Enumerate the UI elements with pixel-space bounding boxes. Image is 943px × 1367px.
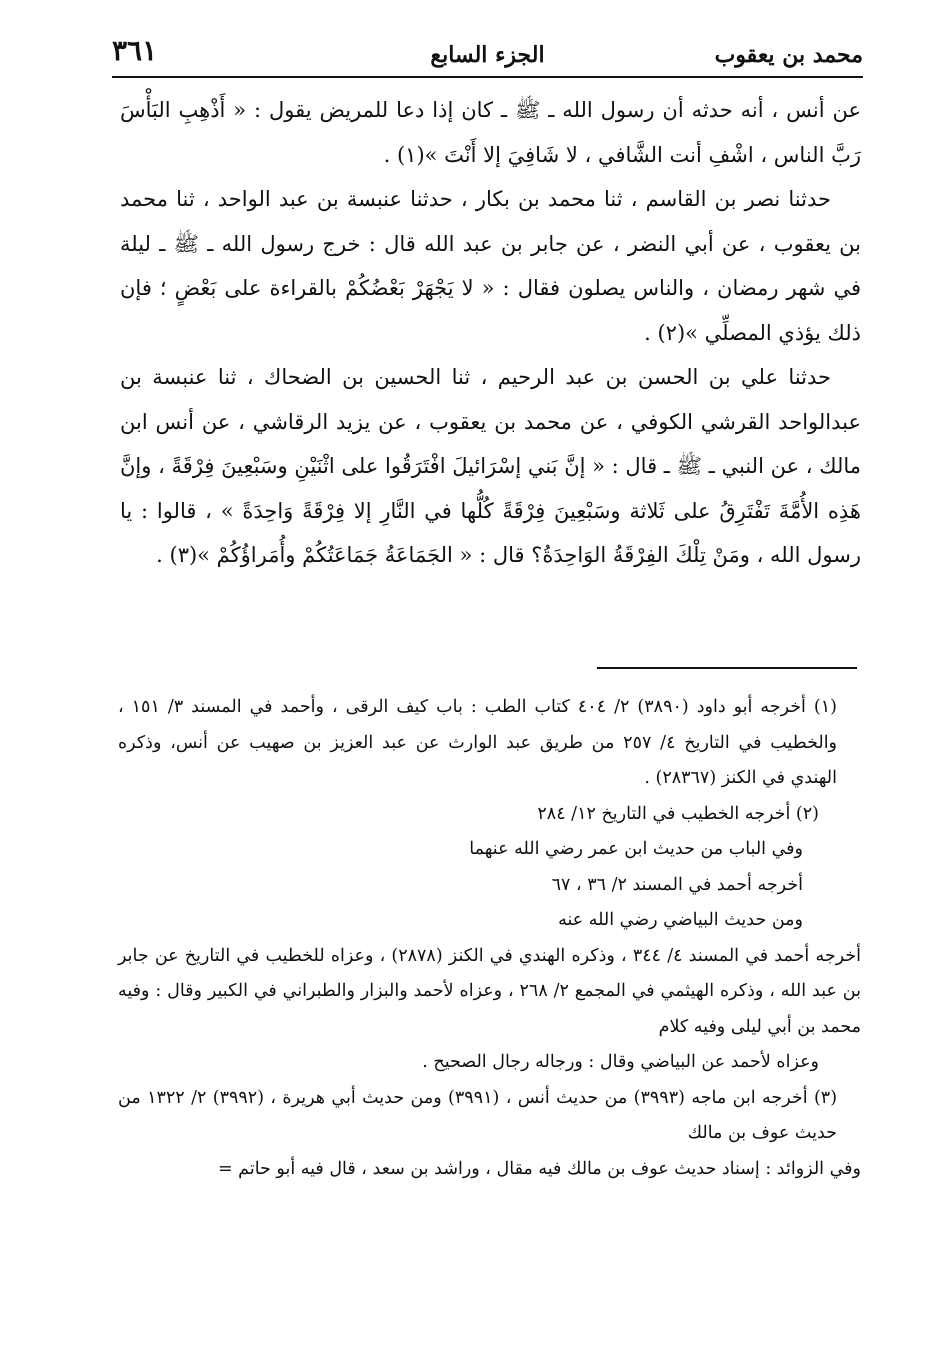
footnote-2-note: وعزاه لأحمد عن البياضي وقال : ورجاله رجال الصحيح .	[422, 1052, 819, 1072]
footnote-2-line: ومن حديث البياضي رضي الله عنه	[558, 910, 803, 930]
main-text	[120, 88, 861, 578]
hadith-paragraph-3: حدثنا علي بن الحسن بن عبد الرحيم ، ثنا الحسين بن الضحاك ، ثنا عنبسة بن عبدالواحد القرشي الكوفي ، عن محمد بن يعقوب ، عن يزيد الرقاشي ، عن أنس ابن مالك ، عن النبي ـ ﷺ ـ قال : « إنَّ بَني إسْرَائيلَ افْتَرَقُوا على اثْنَيْنِ وسَبْعِينَ فِرْقَةً ، وإنَّ هَذِه الأُمَّةَ تَفْتَرِقُ على ثَلاثة وسَبْعِينَ فِرْقَةً كُلُّها في النَّارِ إلا فِرْقَةً وَاحِدَةً » ، قالوا : يا رسول الله ، ومَنْ تِلْكَ الفِرْقَةُ الوَاحِدَةُ؟ قال : « الجَمَاعَةُ جَمَاعَتُكُمْ وأُمَراؤُكُمْ »(٣) .	[120, 365, 861, 567]
footnote-1: (١) أخرجه أبو داود (٣٨٩٠) ٢/ ٤٠٤ كتاب الطب : باب كيف الرقى ، وأحمد في المسند ٣/ ١٥١ ، والخطيب في التاريخ ٤/ ٢٥٧ من طريق عبد الوارث عن عبد العزيز بن صهيب عن أنس، وذكره الهندي في الكنز (٢٨٣٦٧) .	[118, 697, 838, 788]
footnote-2-line: أخرجه أحمد في المسند ٢/ ٣٦ ، ٦٧	[551, 874, 803, 895]
footnote-2-line: وفي الباب من حديث ابن عمر رضي الله عنهما	[469, 839, 803, 859]
page-number: ٣٦١	[112, 34, 158, 67]
footnote-2-source: (٢) أخرجه الخطيب في التاريخ ١٢/ ٢٨٤	[537, 803, 819, 824]
hadith-paragraph-1: عن أنس ، أنه حدثه أن رسول الله ـ ﷺ ـ كان إذا دعا للمريض يقول : « أَذْهِبِ البَأْسَ رَبَّ الناس ، اشْفِ أنت الشَّافي ، لا شَافِيَ إلا أَنْتَ »(١) .	[120, 98, 861, 167]
running-head-title: محمد بن يعقوب	[714, 42, 863, 68]
hadith-paragraph-2: حدثنا نصر بن القاسم ، ثنا محمد بن بكار ، حدثنا عنبسة بن عبد الواحد ، ثنا محمد بن يعقوب ، عن أبي النضر ، عن جابر بن عبد الله قال : خرج رسول الله ـ ﷺ ـ ليلة في شهر رمضان ، والناس يصلون فقال : « لا يَجْهَرْ بَعْضُكُمْ بالقراءة على بَعْضٍ ؛ فإن ذلك يؤذي المصلِّي »(٢) .	[120, 187, 861, 345]
page-header	[112, 30, 863, 78]
footnote-3: (٣) أخرجه ابن ماجه (٣٩٩٣) من حديث أنس ، (٣٩٩١) ومن حديث أبي هريرة ، (٣٩٩٢) ٢/ ١٣٢٢ من حديث عوف بن مالك	[118, 1087, 838, 1143]
footnote-2-detail: أخرجه أحمد في المسند ٤/ ٣٤٤ ، وذكره الهندي في الكنز (٢٨٧٨) ، وعزاه للخطيب في التاريخ عن جابر بن عبد الله ، وذكره الهيثمي في المجمع ٢/ ٢٦٨ ، وعزاه لأحمد والبزار والطبراني في الكبير وقال : وفيه محمد بن أبي ليلى وفيه كلام	[118, 945, 861, 1037]
header-divider	[112, 76, 863, 78]
footnote-3-zawaid: وفي الزوائد : إسناد حديث عوف بن مالك فيه مقال ، وراشد بن سعد ، قال فيه أبو حاتم =	[217, 1158, 861, 1179]
running-head-part: الجزء السابع	[430, 42, 545, 68]
footnote-divider	[597, 667, 857, 669]
footnotes	[118, 690, 861, 1187]
